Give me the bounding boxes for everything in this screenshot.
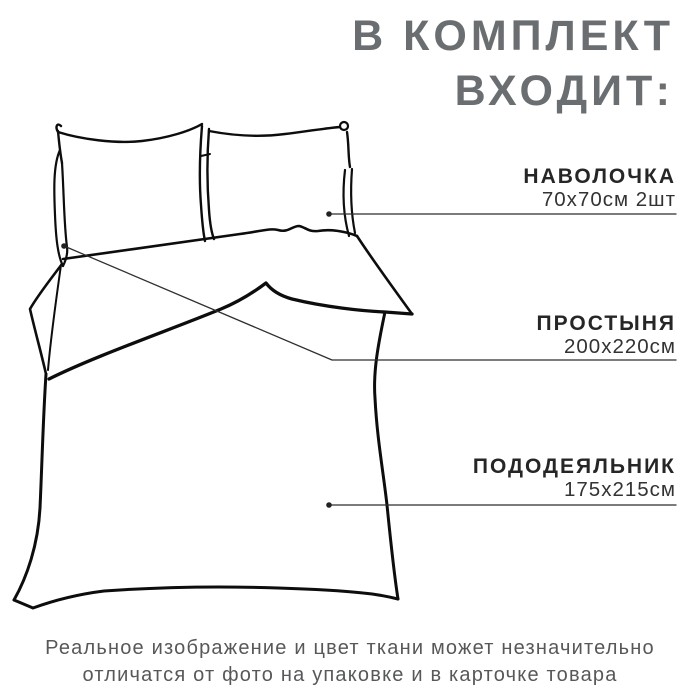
pillow-right-left-edge bbox=[208, 129, 215, 239]
item-size-pillowcase: 70х70см 2шт bbox=[541, 188, 676, 211]
label-pillowcase bbox=[523, 165, 676, 211]
pillow-left-right-edge bbox=[200, 126, 205, 241]
item-name-sheet: ПРОСТЫНЯ bbox=[536, 312, 676, 335]
page-title bbox=[352, 9, 674, 119]
disclaimer-line-2: отличатся от фото на упаковке и в карточке товара bbox=[82, 664, 618, 686]
leader-dot-sheet bbox=[61, 243, 67, 249]
pillow-right-side-flap-outer bbox=[344, 170, 349, 236]
label-duvet-cover bbox=[473, 455, 676, 501]
item-size-sheet: 200х220см bbox=[563, 335, 676, 358]
pillow-left-top-edge bbox=[57, 124, 202, 142]
pillow-left bbox=[54, 124, 205, 266]
leader-dot-pillowcase bbox=[326, 211, 332, 217]
label-sheet bbox=[537, 312, 676, 358]
item-name-pillowcase: НАВОЛОЧКА bbox=[523, 165, 676, 188]
duvet-bottom-edge bbox=[14, 587, 398, 608]
item-size-duvet-cover: 175х215см bbox=[563, 478, 676, 501]
pillow-left-side-flap-inner bbox=[62, 163, 67, 266]
pillow-right-right-edge-top bbox=[347, 132, 350, 167]
duvet-top-edge bbox=[49, 283, 412, 379]
leader-dot-duvet-cover bbox=[326, 502, 332, 508]
duvet-right-edge bbox=[375, 312, 398, 599]
item-name-duvet-cover: ПОДОДЕЯЛЬНИК bbox=[472, 455, 676, 478]
duvet-left-edge bbox=[14, 374, 46, 600]
page-title-line-2: ВХОДИТ: bbox=[454, 67, 674, 115]
disclaimer bbox=[0, 635, 700, 689]
duvet bbox=[14, 264, 412, 608]
page-title-line-1: В КОМПЛЕКТ bbox=[352, 12, 674, 60]
disclaimer-line-1: Реальное изображение и цвет ткани может незначительно bbox=[45, 637, 655, 659]
sheet-right-edge bbox=[357, 236, 412, 314]
pillow-left-left-edge bbox=[58, 131, 62, 163]
sheet-front-edge bbox=[63, 226, 357, 259]
pillow-right-side-flap-inner bbox=[351, 169, 355, 233]
duvet-fold-outer bbox=[30, 264, 62, 374]
pillow-right bbox=[201, 122, 355, 239]
pillow-right-corner-loop bbox=[340, 122, 348, 130]
pillow-right-top-edge bbox=[209, 127, 340, 136]
